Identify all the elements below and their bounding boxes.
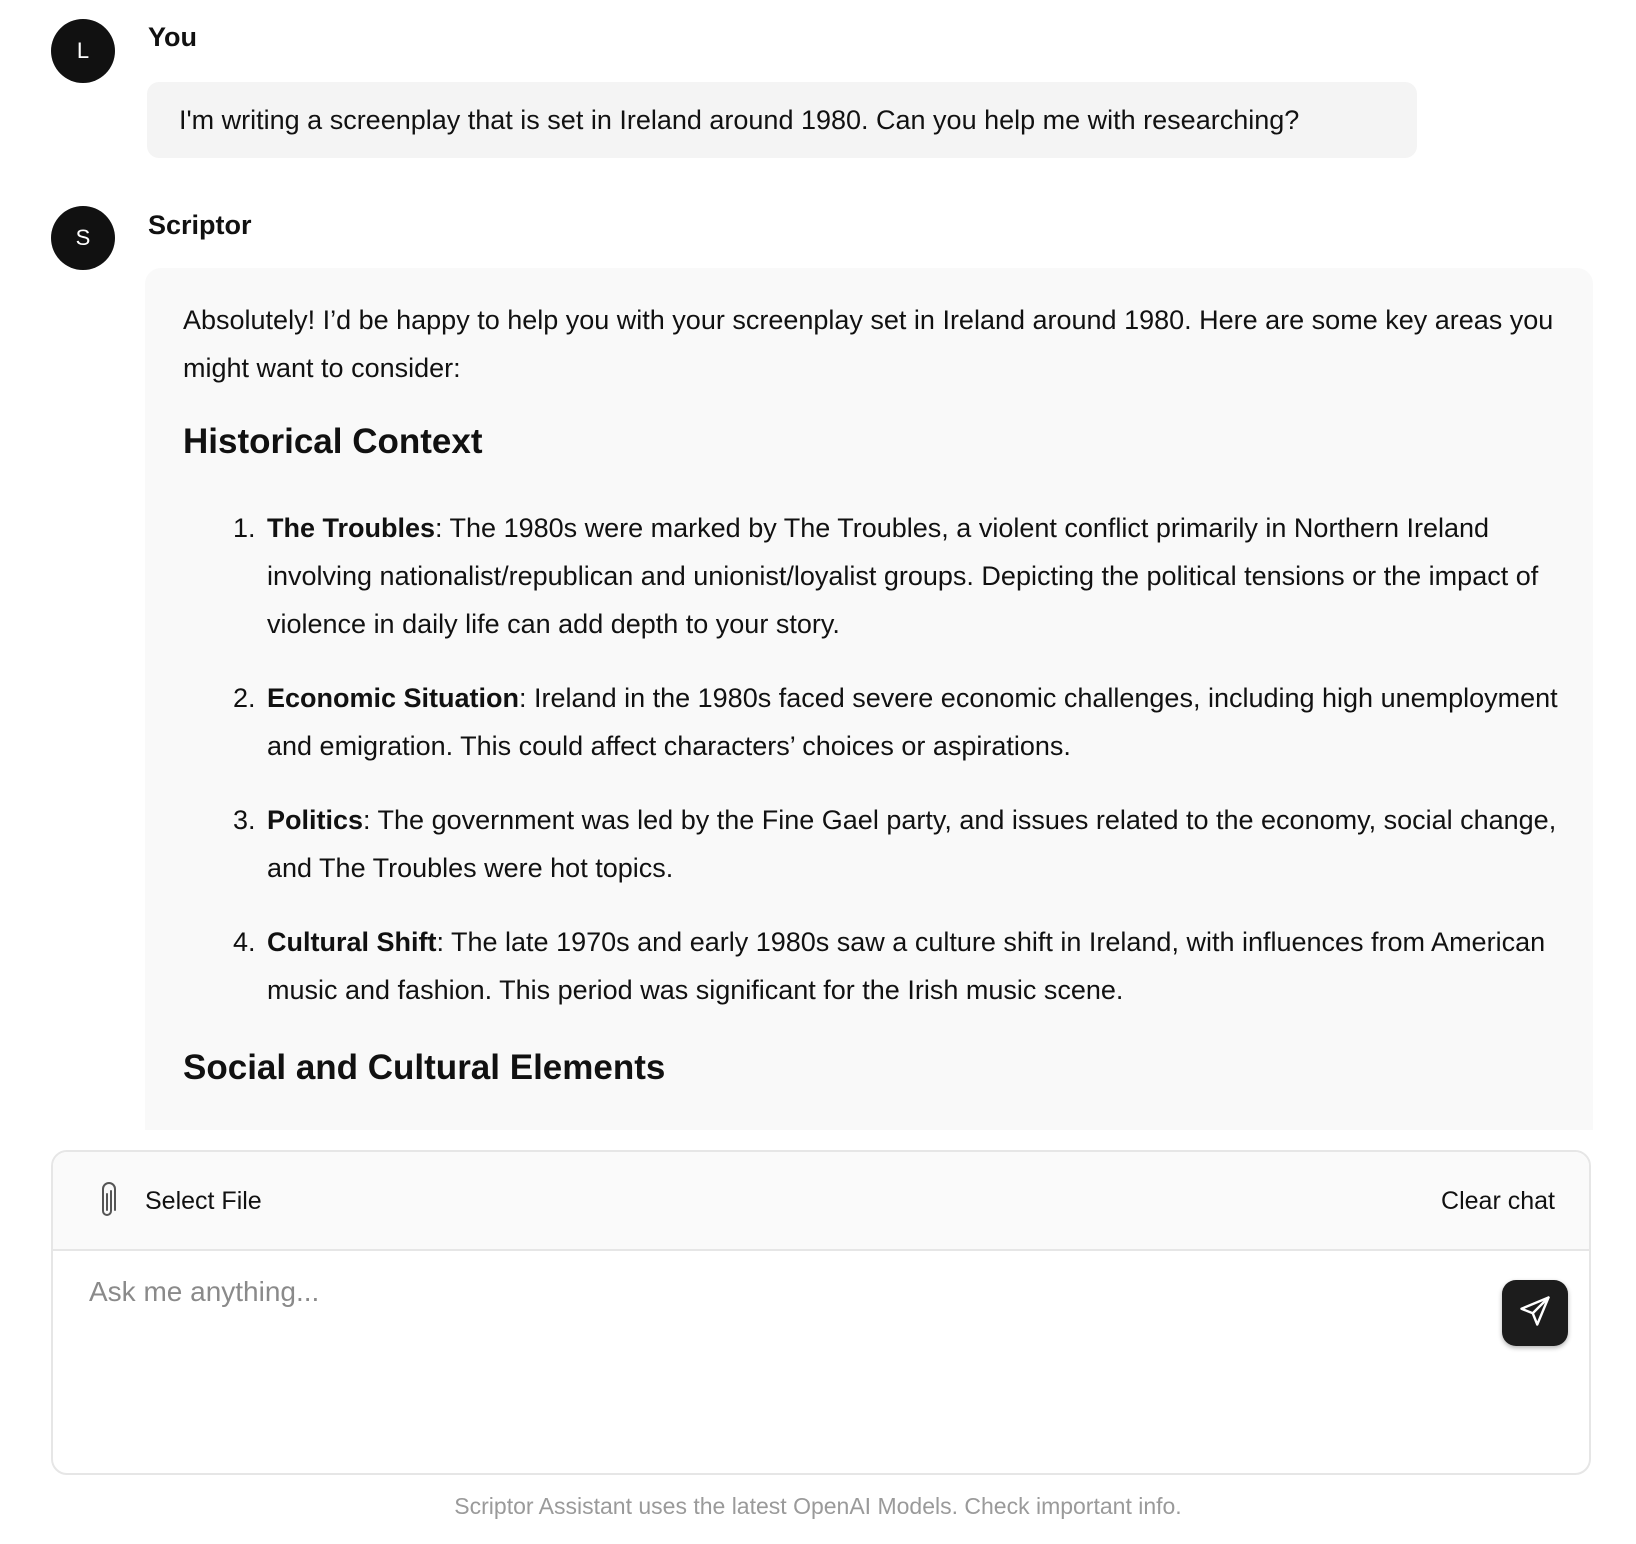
list-item-title: Economic Situation [267,683,520,713]
paperclip-icon[interactable] [95,1182,119,1220]
list-item-title: Politics [267,805,364,835]
user-author-name: You [148,22,197,52]
assistant-author-name: Scriptor [148,210,252,240]
section-heading-historical-context: Historical Context [183,422,483,461]
user-avatar [51,19,115,83]
list-item-title: The Troubles [267,513,436,543]
chat-composer [51,1150,1591,1475]
assistant-avatar [51,206,115,270]
list-item-title: Cultural Shift [267,927,437,957]
list-item-text: : Ireland in the 1980s faced severe economic challenges, including high unemployment and emigration. This could affect characters’ choices or aspirations. [267,683,1558,761]
list-item-text: : The government was led by the Fine Gael party, and issues related to the economy, social change, and The Troubles were hot topics. [267,805,1557,883]
list-item [263,796,1561,892]
footer-disclaimer: Scriptor Assistant uses the latest OpenAI Models. Check important info. [454,1493,1182,1519]
select-file-button[interactable]: Select File [145,1187,262,1215]
user-message-text: I'm writing a screenplay that is set in Ireland around 1980. Can you help me with researching? [179,105,1300,135]
list-item-text: : The late 1970s and early 1980s saw a culture shift in Ireland, with influences from American music and fashion. This period was significant for the Irish music scene. [267,927,1546,1005]
list-item [263,504,1561,648]
list-item [263,918,1561,1014]
user-avatar-initial: L [76,38,90,63]
user-message-bubble [147,82,1417,158]
list-item [263,674,1561,770]
assistant-intro: Absolutely! I’d be happy to help you with your screenplay set in Ireland around 1980. Here are some key areas you might want to consider: [183,305,1554,383]
paper-plane-icon [1517,1293,1553,1334]
historical-context-list [183,504,1561,1014]
composer-toolbar [53,1152,1589,1251]
chat-input[interactable] [89,1272,1449,1442]
assistant-message-bubble [145,268,1593,1130]
clear-chat-button[interactable]: Clear chat [1441,1187,1555,1215]
section-heading-social-cultural: Social and Cultural Elements [183,1048,666,1087]
send-button[interactable] [1502,1280,1568,1346]
assistant-avatar-initial: S [75,225,91,250]
list-item-text: : The 1980s were marked by The Troubles, a violent conflict primarily in Northern Ireland involving nationalist/republican and unionist/loyalist groups. Depicting the political tensions or the impact of violence in daily life can add depth to your story. [267,513,1539,639]
